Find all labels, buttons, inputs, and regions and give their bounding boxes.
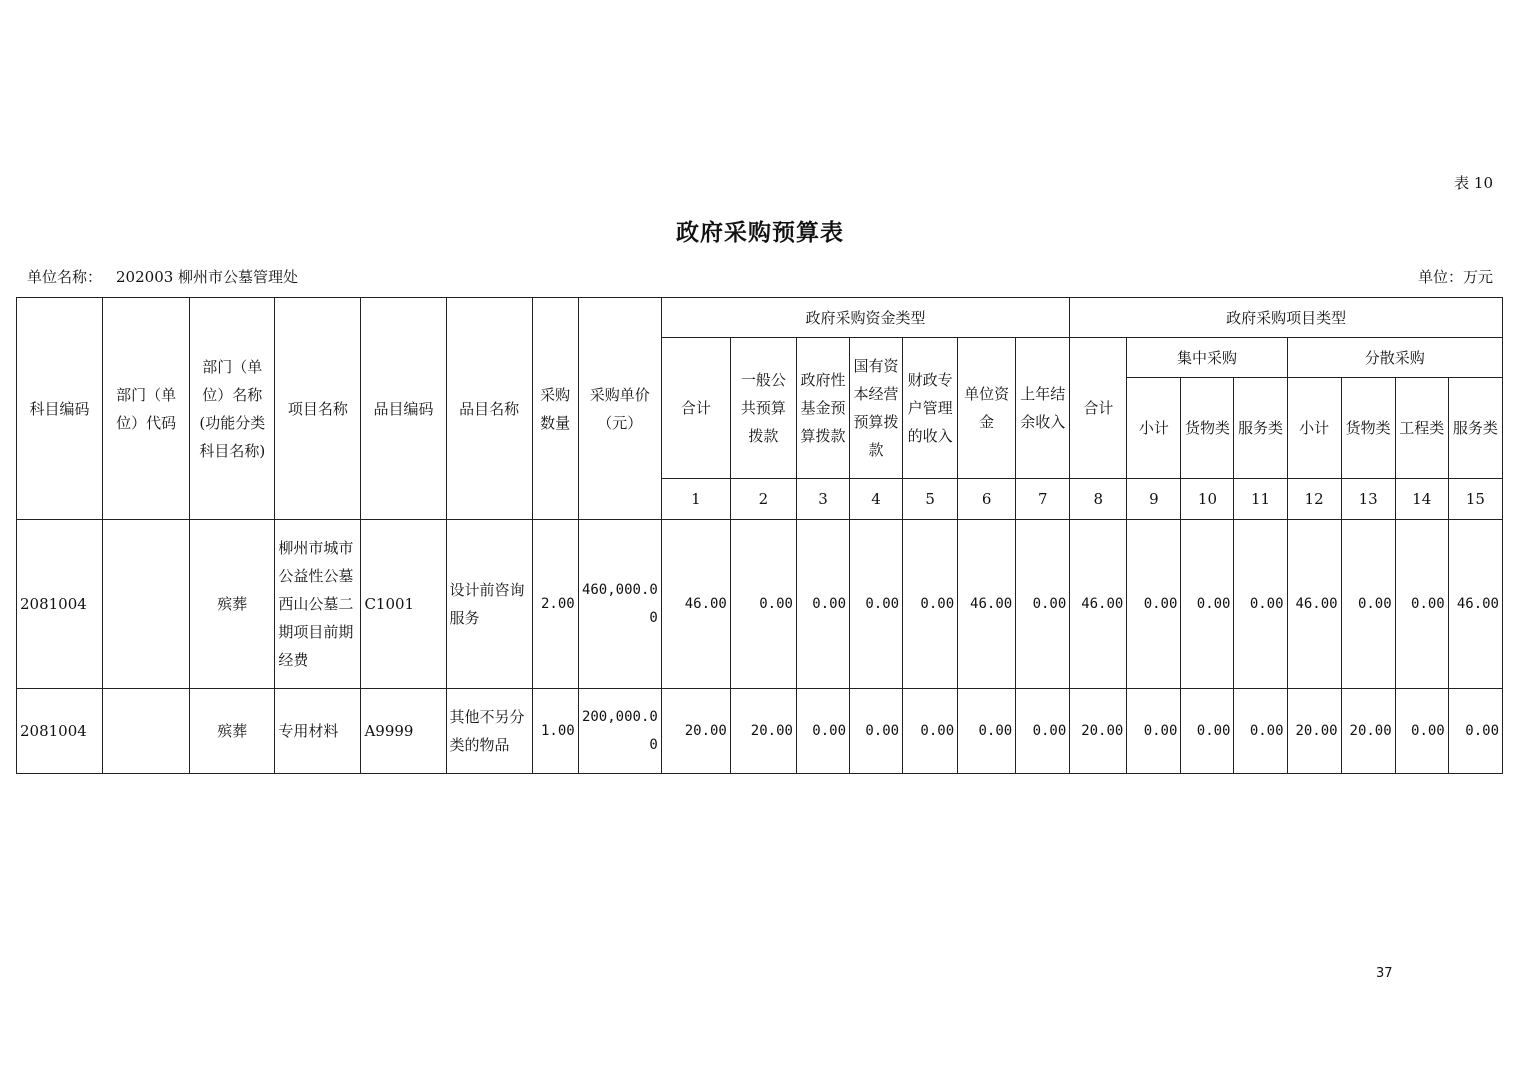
cell-value: 0.00 bbox=[850, 689, 903, 774]
cell-value: 0.00 bbox=[850, 520, 903, 689]
cell-value: 20.00 bbox=[1341, 689, 1395, 774]
cell-value: 20.00 bbox=[730, 689, 796, 774]
cell-value: 0.00 bbox=[1448, 689, 1502, 774]
cell-subject-code: 2081004 bbox=[17, 520, 103, 689]
col-number: 9 bbox=[1127, 479, 1181, 520]
col-number: 3 bbox=[796, 479, 849, 520]
header-dispersed-group: 分散采购 bbox=[1287, 338, 1502, 378]
unit-name bbox=[27, 266, 298, 287]
header-proj-total: 合计 bbox=[1070, 338, 1127, 479]
header-carryover: 上年结余收入 bbox=[1016, 338, 1070, 479]
cell-value: 0.00 bbox=[730, 520, 796, 689]
cell-dept-code bbox=[103, 689, 190, 774]
cell-value: 0.00 bbox=[1395, 520, 1448, 689]
col-number: 2 bbox=[730, 479, 796, 520]
cell-value: 20.00 bbox=[661, 689, 730, 774]
header-subject-code: 科目编码 bbox=[17, 298, 103, 520]
col-number: 8 bbox=[1070, 479, 1127, 520]
cell-item-name: 设计前咨询服务 bbox=[446, 520, 532, 689]
cell-value: 0.00 bbox=[1234, 689, 1287, 774]
header-unit-price: 采购单价（元） bbox=[578, 298, 661, 520]
header-dispersed-service: 服务类 bbox=[1448, 378, 1502, 479]
cell-project-name: 专用材料 bbox=[275, 689, 361, 774]
cell-value: 20.00 bbox=[1070, 689, 1127, 774]
header-project-name: 项目名称 bbox=[275, 298, 361, 520]
col-number: 14 bbox=[1395, 479, 1448, 520]
header-quantity: 采购数量 bbox=[532, 298, 578, 520]
cell-unit-price: 200,000.00 bbox=[578, 689, 661, 774]
header-fund-type-group: 政府采购资金类型 bbox=[661, 298, 1070, 338]
cell-value: 0.00 bbox=[903, 689, 958, 774]
col-number: 1 bbox=[661, 479, 730, 520]
header-dispersed-works: 工程类 bbox=[1395, 378, 1448, 479]
cell-project-name: 柳州市城市公益性公墓西山公墓二期项目前期经费 bbox=[275, 520, 361, 689]
cell-quantity: 2.00 bbox=[532, 520, 578, 689]
cell-value: 0.00 bbox=[796, 689, 849, 774]
cell-item-code: C1001 bbox=[361, 520, 446, 689]
col-number: 13 bbox=[1341, 479, 1395, 520]
cell-value: 46.00 bbox=[1448, 520, 1502, 689]
cell-value: 0.00 bbox=[1181, 520, 1234, 689]
cell-unit-price: 460,000.00 bbox=[578, 520, 661, 689]
header-item-code: 品目编码 bbox=[361, 298, 446, 520]
header-central-goods: 货物类 bbox=[1181, 378, 1234, 479]
col-number: 12 bbox=[1287, 479, 1341, 520]
header-general-budget: 一般公共预算拨款 bbox=[730, 338, 796, 479]
cell-value: 0.00 bbox=[958, 689, 1016, 774]
header-fund-total: 合计 bbox=[661, 338, 730, 479]
header-row-1 bbox=[17, 298, 1503, 338]
header-dispersed-subtotal: 小计 bbox=[1287, 378, 1341, 479]
table-number: 表 10 bbox=[1454, 174, 1493, 192]
table-row bbox=[17, 520, 1503, 689]
col-number: 5 bbox=[903, 479, 958, 520]
cell-value: 0.00 bbox=[903, 520, 958, 689]
cell-value: 0.00 bbox=[1127, 520, 1181, 689]
header-central-subtotal: 小计 bbox=[1127, 378, 1181, 479]
header-central-service: 服务类 bbox=[1234, 378, 1287, 479]
header-dept-code: 部门（单位）代码 bbox=[103, 298, 190, 520]
col-number: 15 bbox=[1448, 479, 1502, 520]
cell-subject-code: 2081004 bbox=[17, 689, 103, 774]
header-dept-name: 部门（单位）名称(功能分类科目名称) bbox=[190, 298, 275, 520]
cell-value: 46.00 bbox=[958, 520, 1016, 689]
measure-unit: 单位：万元 bbox=[1417, 268, 1493, 286]
header-unit-fund: 单位资金 bbox=[958, 338, 1016, 479]
cell-value: 46.00 bbox=[661, 520, 730, 689]
header-project-type-group: 政府采购项目类型 bbox=[1070, 298, 1503, 338]
page-number: 37 bbox=[1376, 966, 1393, 981]
cell-dept-code bbox=[103, 520, 190, 689]
col-number: 6 bbox=[958, 479, 1016, 520]
col-number: 11 bbox=[1234, 479, 1287, 520]
col-number: 4 bbox=[850, 479, 903, 520]
cell-value: 0.00 bbox=[1127, 689, 1181, 774]
cell-value: 0.00 bbox=[1341, 520, 1395, 689]
header-central-group: 集中采购 bbox=[1127, 338, 1287, 378]
cell-dept-name: 殡葬 bbox=[190, 520, 275, 689]
cell-value: 0.00 bbox=[796, 520, 849, 689]
cell-dept-name: 殡葬 bbox=[190, 689, 275, 774]
cell-value: 0.00 bbox=[1234, 520, 1287, 689]
header-item-name: 品目名称 bbox=[446, 298, 532, 520]
cell-value: 0.00 bbox=[1016, 689, 1070, 774]
page-title: 政府采购预算表 bbox=[676, 219, 844, 246]
col-number: 10 bbox=[1181, 479, 1234, 520]
cell-value: 46.00 bbox=[1287, 520, 1341, 689]
header-state-capital: 国有资本经营预算拨款 bbox=[850, 338, 903, 479]
cell-item-code: A9999 bbox=[361, 689, 446, 774]
header-special-account: 财政专户管理的收入 bbox=[903, 338, 958, 479]
cell-value: 0.00 bbox=[1016, 520, 1070, 689]
procurement-budget-table bbox=[16, 297, 1503, 774]
cell-value: 0.00 bbox=[1395, 689, 1448, 774]
cell-value: 0.00 bbox=[1181, 689, 1234, 774]
cell-item-name: 其他不另分类的物品 bbox=[446, 689, 532, 774]
header-gov-fund: 政府性基金预算拨款 bbox=[796, 338, 849, 479]
col-number: 7 bbox=[1016, 479, 1070, 520]
unit-name-value: 202003 柳州市公墓管理处 bbox=[116, 268, 299, 286]
table-row bbox=[17, 689, 1503, 774]
cell-value: 20.00 bbox=[1287, 689, 1341, 774]
unit-name-label: 单位名称： bbox=[27, 268, 103, 286]
header-dispersed-goods: 货物类 bbox=[1341, 378, 1395, 479]
cell-value: 46.00 bbox=[1070, 520, 1127, 689]
cell-quantity: 1.00 bbox=[532, 689, 578, 774]
